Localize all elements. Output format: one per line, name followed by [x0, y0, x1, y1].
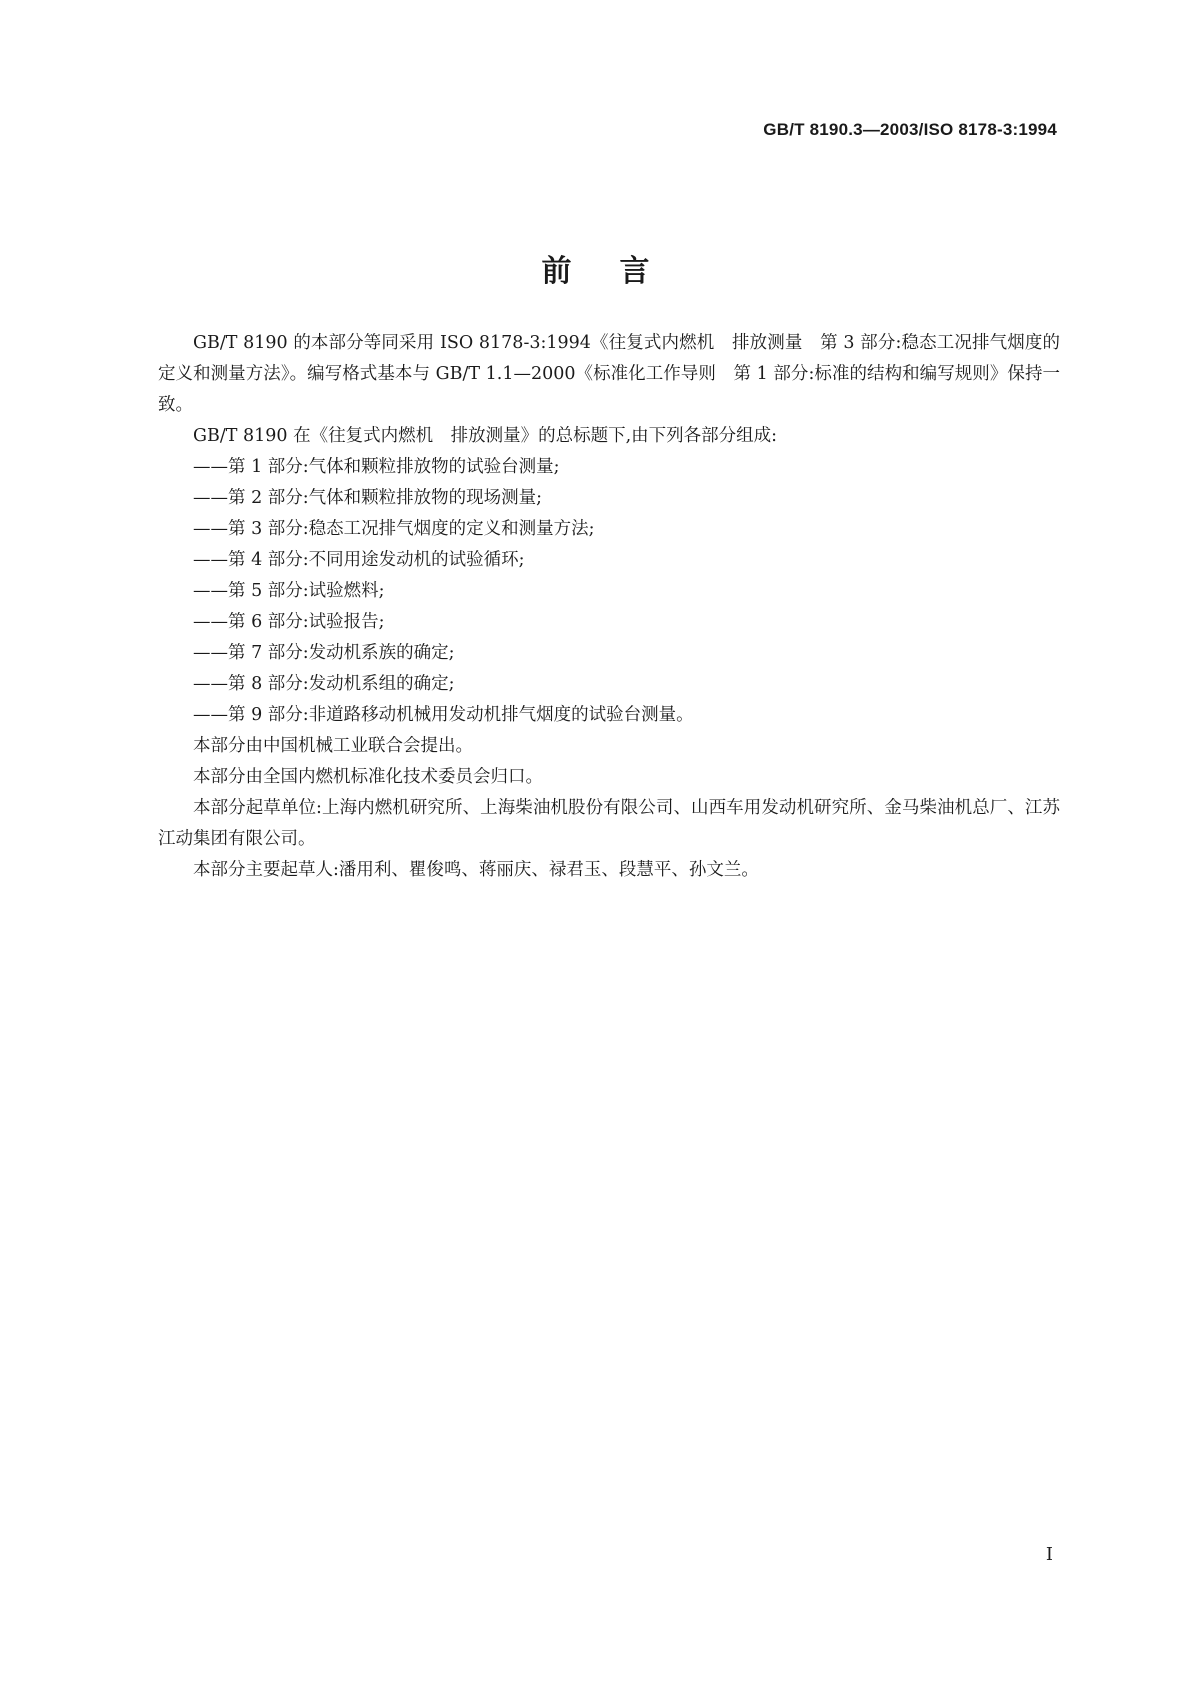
- list-item: ——第 4 部分:不同用途发动机的试验循环;: [193, 550, 525, 570]
- list-item: ——第 3 部分:稳态工况排气烟度的定义和测量方法;: [193, 519, 595, 539]
- list-item: ——第 1 部分:气体和颗粒排放物的试验台测量;: [193, 457, 560, 477]
- proposer-paragraph: 本部分由中国机械工业联合会提出。: [193, 736, 473, 756]
- list-item: ——第 7 部分:发动机系族的确定;: [193, 643, 455, 663]
- drafters-paragraph: 本部分主要起草人:潘用利、瞿俊鸣、蒋丽庆、禄君玉、段慧平、孙文兰。: [193, 860, 759, 880]
- list-item: ——第 2 部分:气体和颗粒排放物的现场测量;: [193, 488, 543, 508]
- intro-paragraph: GB/T 8190 的本部分等同采用 ISO 8178-3:1994《往复式内燃机 排放测量 第 3 部分:稳态工况排气烟度的定义和测量方法》。编写格式基本与 GB/T 1.1—2000《标准化工作导则 第 1 部分:标准的结构和编写规则》保持一致。: [158, 333, 1060, 415]
- list-item: ——第 8 部分:发动机系组的确定;: [193, 674, 455, 694]
- page-number: I: [1045, 1544, 1053, 1565]
- committee-paragraph: 本部分由全国内燃机标准化技术委员会归口。: [193, 767, 543, 787]
- parts-intro-paragraph: GB/T 8190 在《往复式内燃机 排放测量》的总标题下,由下列各部分组成:: [193, 426, 778, 446]
- list-item: ——第 9 部分:非道路移动机械用发动机排气烟度的试验台测量。: [193, 705, 694, 725]
- standard-code-header: GB/T 8190.3—2003/ISO 8178-3:1994: [763, 120, 1057, 139]
- document-body: [158, 328, 1060, 886]
- drafting-units-paragraph: 本部分起草单位:上海内燃机研究所、上海柴油机股份有限公司、山西车用发动机研究所、金马柴油机总厂、江苏江动集团有限公司。: [158, 798, 1060, 849]
- page-title: 前言: [541, 254, 698, 290]
- list-item: ——第 5 部分:试验燃料;: [193, 581, 385, 601]
- list-item: ——第 6 部分:试验报告;: [193, 612, 385, 632]
- parts-list: [158, 452, 1060, 731]
